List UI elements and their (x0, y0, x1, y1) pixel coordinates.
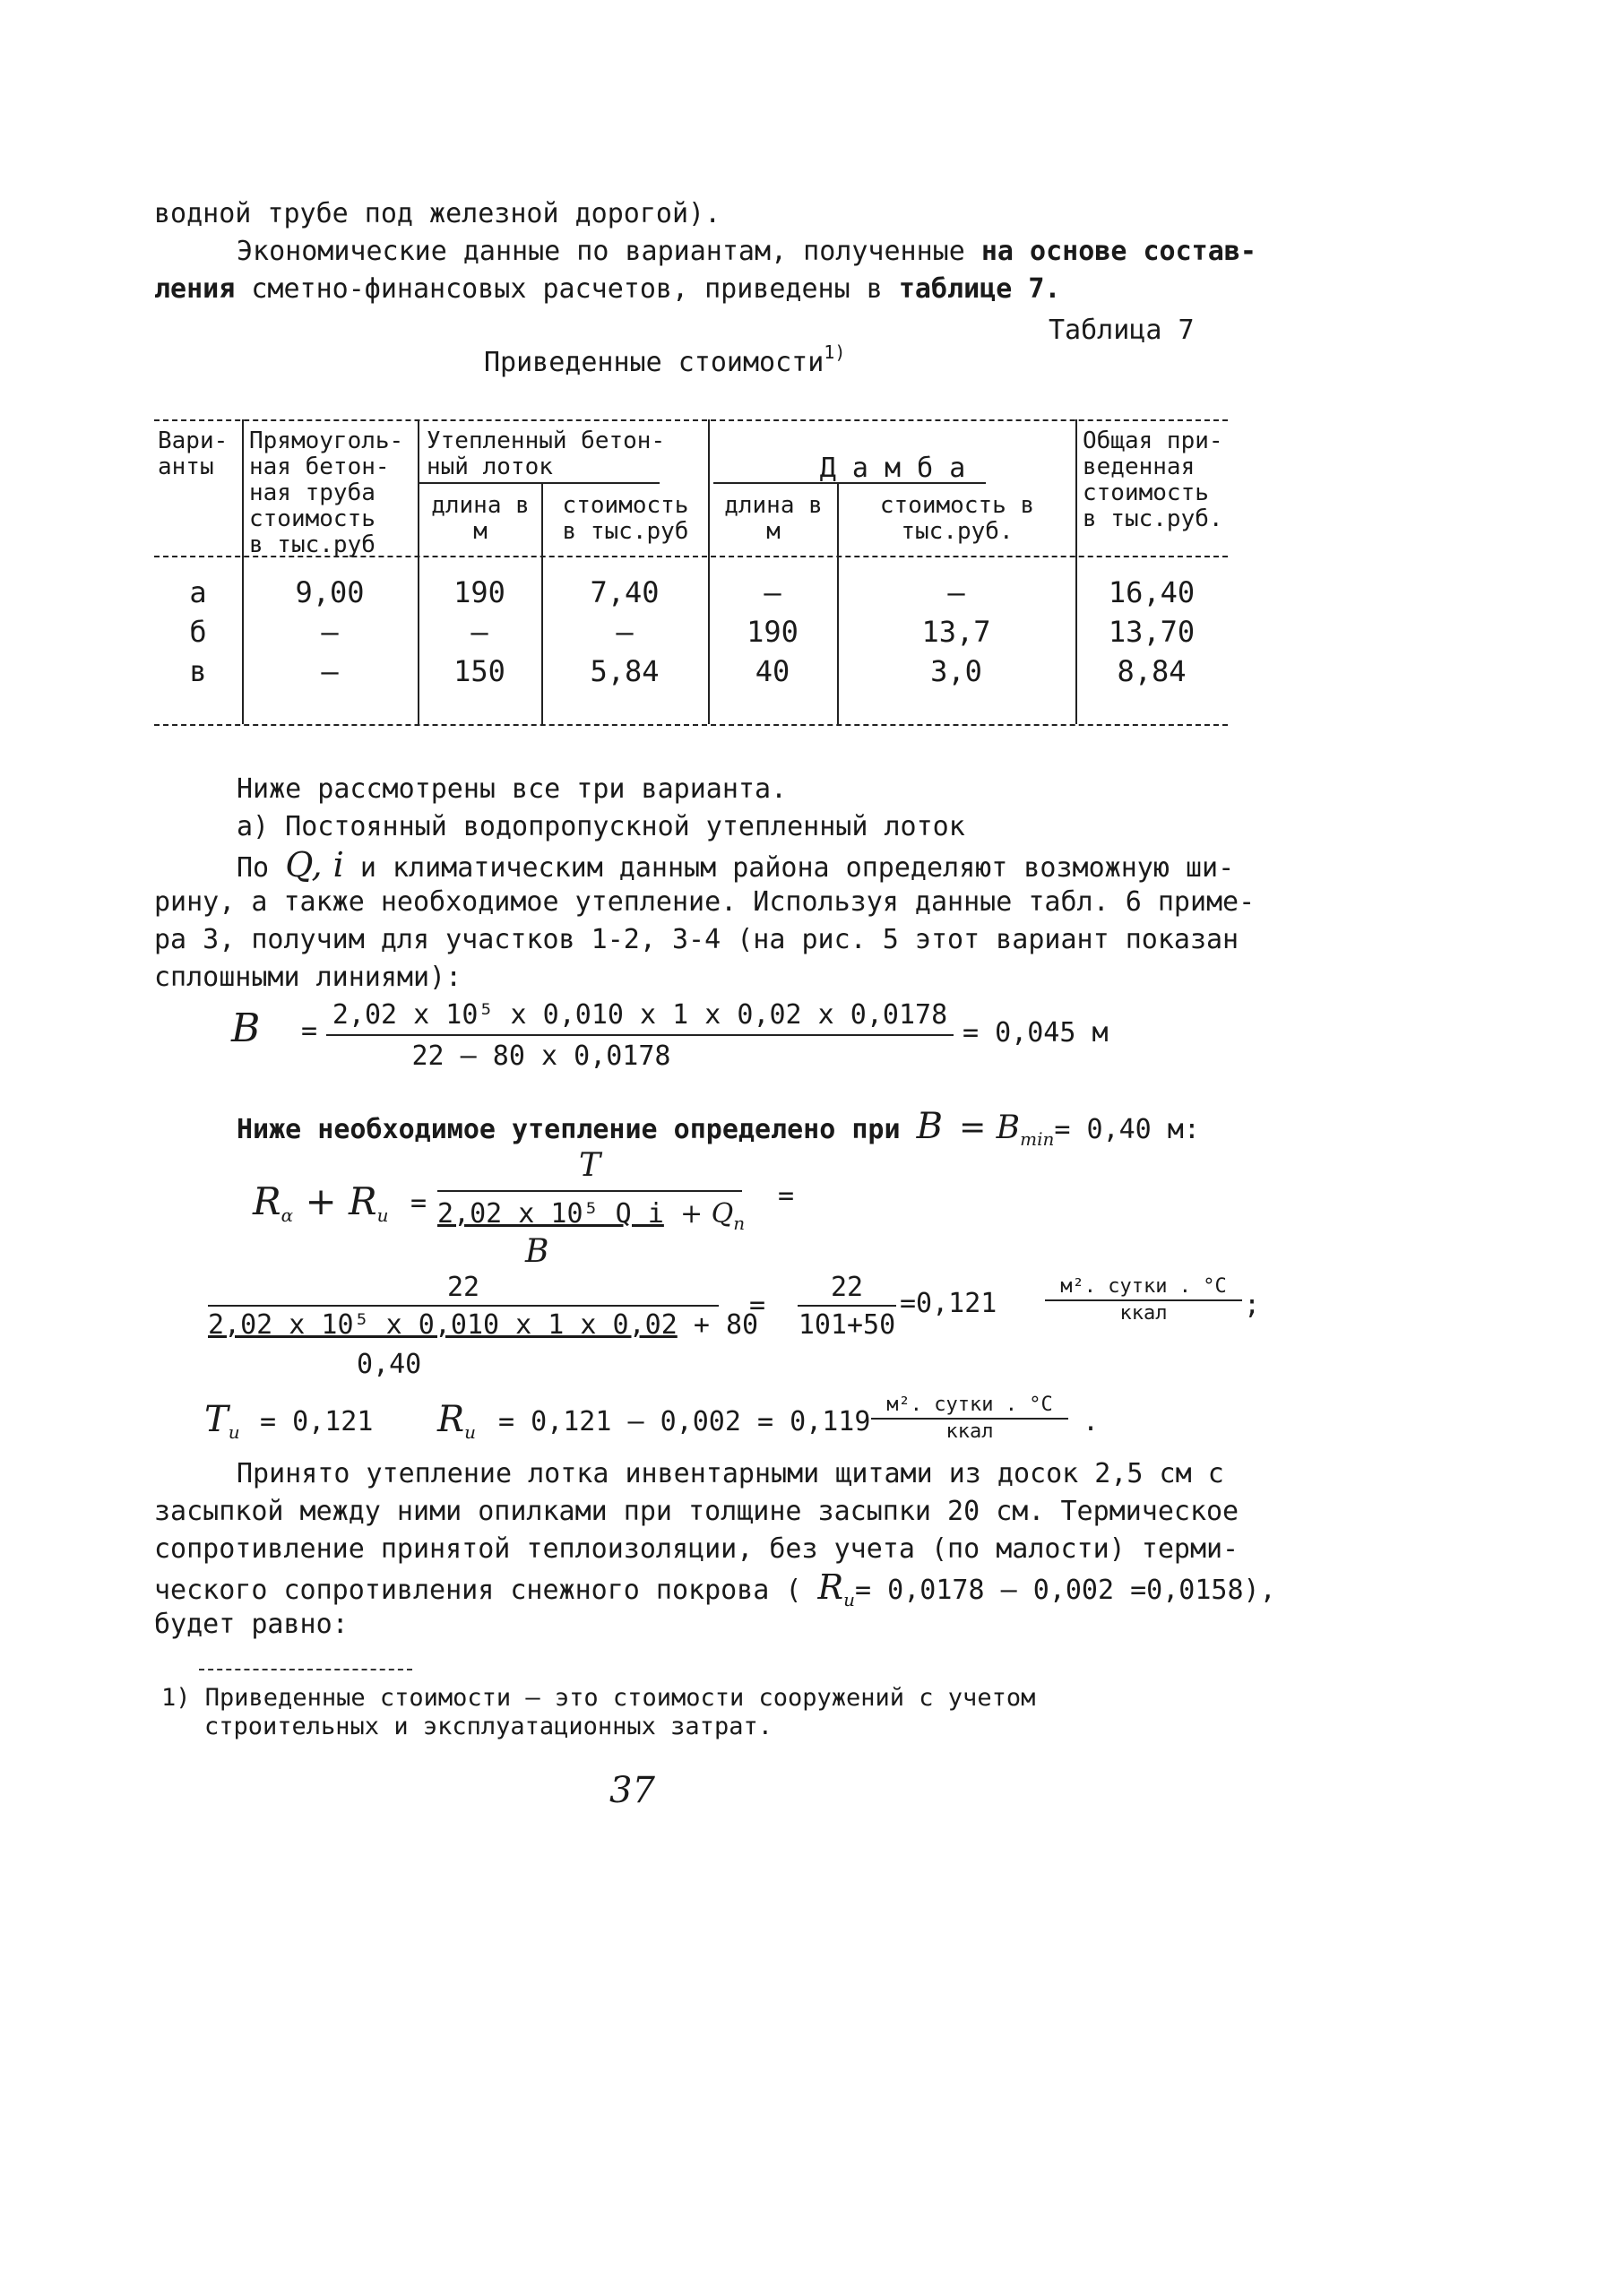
hdr-dam-len-2: м (766, 518, 781, 545)
cell-variant: в (189, 654, 207, 688)
body-p2: а) Постоянный водопропускной утепленный лоток (237, 811, 965, 842)
body-p5: ра 3, получим для участков 1-2, 3-4 (на рис. 5 этот вариант показан (154, 924, 1239, 955)
cell-total: 16,40 (1108, 575, 1196, 609)
conclusion-l5: будет равно: (154, 1609, 349, 1640)
hdr-trough-2: ный лоток (427, 453, 553, 480)
formula3-mid-den: 101+50 (798, 1309, 896, 1341)
hdr-trough-len-1: длина в (431, 492, 530, 519)
formula2-den (437, 1198, 746, 1234)
formula1-lhs: B (231, 1006, 261, 1051)
formula3-mid-bar (798, 1305, 896, 1307)
formula2-num: T (578, 1147, 600, 1184)
hdr-dam-cost (841, 493, 1074, 545)
hdr-dam-len-1: длина в (724, 492, 823, 519)
hdr-variants-2: анты (158, 453, 214, 480)
hdr-total-4: в тыс.руб. (1083, 505, 1223, 532)
hdr-pipe-1: Прямоуголь- (249, 427, 404, 454)
cell-variant: а (189, 575, 207, 609)
table-top-rule (154, 419, 1228, 421)
formula4-t-sub: и (228, 1421, 240, 1443)
formula3-unit-bar (1045, 1299, 1242, 1301)
formula3-den1-text: 2,02 x 10⁵ x 0,010 x 1 x 0,02 (208, 1309, 678, 1341)
cell-dam-cost: – (947, 575, 965, 609)
body-p4: рину, а также необходимое утепление. Используя данные табл. 6 приме- (154, 886, 1256, 918)
formula4-k (437, 1400, 476, 1445)
intro-line-3a: ления (154, 273, 236, 305)
conclusion-l4a: ческого сопротивления снежного покрова ( (154, 1575, 802, 1606)
formula2-r: R (253, 1179, 281, 1223)
footnote-rule (199, 1669, 412, 1670)
body-p3-symbols: Q, i (285, 845, 344, 885)
hdr-total-3: стоимость (1083, 479, 1209, 506)
hdr-pipe-5: в тыс.руб (249, 531, 376, 558)
formula4-t: T (204, 1399, 229, 1440)
formula3-den1 (208, 1310, 758, 1341)
hdr-trough (427, 428, 665, 480)
table-label: Таблица 7 (1049, 315, 1195, 346)
body-p1: Ниже рассмотрены все три варианта. (237, 773, 788, 805)
formula2-lhs (253, 1181, 389, 1229)
hdr-trough-len (421, 493, 540, 545)
cell-trough-cost: 7,40 (590, 575, 660, 609)
intro-line-2a: Экономические данные по вариантам, полученные (237, 236, 981, 267)
formula2-eq: = (410, 1187, 427, 1219)
conclusion-l4 (154, 1567, 1276, 1610)
formula1-den: 22 – 80 x 0,0178 (411, 1040, 671, 1072)
intro-line-2b: на основе состав- (980, 236, 1256, 267)
table-title-text: Приведенные стоимости (484, 347, 824, 378)
body-p3 (237, 845, 1235, 885)
hdr-dam-len (712, 493, 835, 545)
hdr-dam-cost-1: стоимость в (879, 492, 1035, 519)
formula4-end: . (1083, 1406, 1100, 1437)
hdr-variants (158, 428, 228, 480)
hdr-variants-1: Вари- (158, 427, 229, 454)
formula3-end: ; (1244, 1290, 1261, 1321)
formula2-r-sub: α (281, 1204, 294, 1226)
formula1-eq: = (301, 1015, 318, 1047)
formula2-bar (437, 1190, 742, 1192)
footnote-l2: строительных и эксплуатационных затрат. (204, 1713, 773, 1740)
conclusion-l3: сопротивление принятой теплоизоляции, без учета (по малости) терми- (154, 1533, 1239, 1565)
hdr-pipe-4: стоимость (249, 505, 376, 532)
cell-dam-cost: 3,0 (930, 654, 982, 688)
conclusion-l1: Принято утепление лотка инвентарными щитами из досок 2,5 см с (237, 1458, 1224, 1489)
cost-table (154, 419, 1228, 738)
formula4-k-sub: и (464, 1421, 477, 1443)
hdr-dam-cost-2: тыс.руб. (901, 518, 1014, 545)
hdr-trough-cost-1: стоимость (562, 492, 689, 519)
formula4-unit-num: м². сутки . °C (886, 1394, 1053, 1416)
formula2-tail-sub: п (733, 1213, 746, 1234)
formula2-den-text: 2,02 x 10⁵ Q i (437, 1198, 664, 1230)
formula4-sym (204, 1400, 240, 1445)
bmin-eq: = B (959, 1109, 1021, 1146)
hdr-trough-1: Утепленный бетон- (427, 427, 666, 454)
formula3-unit-num: м². сутки . °C (1060, 1275, 1227, 1298)
bmin-b: B (916, 1106, 943, 1147)
cell-dam-cost: 13,7 (921, 615, 991, 649)
footnote-mark: 1) (161, 1684, 191, 1712)
formula2-trail-eq: = (778, 1180, 795, 1212)
intro-line-3 (154, 274, 1060, 305)
hdr-trough-cost-2: в тыс.руб (562, 518, 689, 545)
hdr-pipe-2: ная бетон- (249, 453, 390, 480)
formula4-val1: = 0,121 (260, 1406, 374, 1437)
body-p3b: и климатическим данным района определяют возможную ши- (343, 852, 1235, 884)
formula2-tail: + Q (679, 1198, 734, 1230)
cell-dam-len: 40 (755, 654, 790, 688)
body-p6: сплошными линиями): (154, 962, 462, 993)
formula3-num: 22 (446, 1272, 480, 1303)
conclusion-l4-sub: и (843, 1589, 856, 1610)
cell-pipe: – (321, 615, 339, 649)
formula4-unit-den: ккал (945, 1420, 994, 1443)
hdr-trough-len-2: м (473, 518, 488, 545)
hdr-rect-pipe (249, 428, 403, 558)
formula3-den1-tail: + 80 (693, 1309, 759, 1341)
cell-variant: б (189, 615, 207, 649)
table-bottom-rule (154, 724, 1228, 726)
bmin-line (237, 1106, 1200, 1150)
formula4-expr: = 0,121 – 0,002 = 0,119 (498, 1406, 871, 1437)
cell-pipe: 9,00 (295, 575, 365, 609)
formula3-eq: = (749, 1290, 766, 1321)
formula1-num: 2,02 x 10⁵ x 0,010 x 1 x 0,02 x 0,0178 (332, 999, 948, 1031)
cell-trough-cost: 5,84 (590, 654, 660, 688)
formula3-mid-num: 22 (830, 1272, 864, 1303)
formula2-den2: B (525, 1233, 549, 1270)
hdr-trough-cost (545, 493, 706, 545)
formula4-k-sym: R (437, 1399, 465, 1440)
formula3-bar (208, 1305, 719, 1307)
cell-trough-cost: – (616, 615, 634, 649)
formula4-unit-bar (871, 1418, 1068, 1420)
table-title-note: 1) (824, 341, 846, 363)
cell-trough-len: 190 (453, 575, 505, 609)
body-p3a: По (237, 852, 286, 884)
hdr-total-1: Общая при- (1083, 427, 1223, 454)
formula1-bar (326, 1034, 954, 1036)
cell-total: 8,84 (1117, 654, 1187, 688)
formula1-result: = 0,045 м (963, 1017, 1109, 1049)
conclusion-l4-sym: R (817, 1567, 844, 1607)
cell-pipe: – (321, 654, 339, 688)
formula2-plus: + R (305, 1179, 377, 1223)
hdr-total-2: веденная (1083, 453, 1196, 480)
formula3-result: =0,121 (900, 1288, 997, 1319)
formula3-unit-den: ккал (1119, 1302, 1168, 1325)
formula3-den2: 0,40 (357, 1349, 422, 1380)
conclusion-l4b: = 0,0178 – 0,002 =0,0158), (855, 1575, 1276, 1606)
footnote-l1-text: Приведенные стоимости – это стоимости сооружений с учетом (204, 1684, 1036, 1712)
bmin-sub: min (1020, 1128, 1055, 1150)
formula2-plus-sub: и (376, 1204, 389, 1226)
cell-trough-len: 150 (453, 654, 505, 688)
footnote-l1 (161, 1685, 1035, 1712)
hdr-pipe-3: ная труба (249, 479, 376, 506)
intro-line-3b: сметно-финансовых расчетов, приведены в (235, 273, 899, 305)
page-number: 37 (609, 1770, 655, 1811)
hdr-dam: Д а м б а (819, 453, 966, 484)
intro-line-1: водной трубе под железной дорогой). (154, 198, 721, 229)
intro-line-3c: таблице 7. (898, 273, 1061, 305)
bmin-val: = 0,40 м: (1054, 1114, 1200, 1145)
cell-total: 13,70 (1108, 615, 1196, 649)
trough-sub-rule (419, 482, 660, 484)
bmin-text: Ниже необходимое утепление определено при (237, 1114, 901, 1145)
table-title (484, 341, 846, 380)
cell-dam-len: 190 (747, 615, 799, 649)
intro-line-2 (237, 237, 1256, 267)
hdr-total (1083, 428, 1223, 532)
conclusion-l2: засыпкой между ними опилками при толщине засыпки 20 см. Термическое (154, 1496, 1239, 1527)
cell-trough-len: – (470, 615, 488, 649)
cell-dam-len: – (764, 575, 781, 609)
